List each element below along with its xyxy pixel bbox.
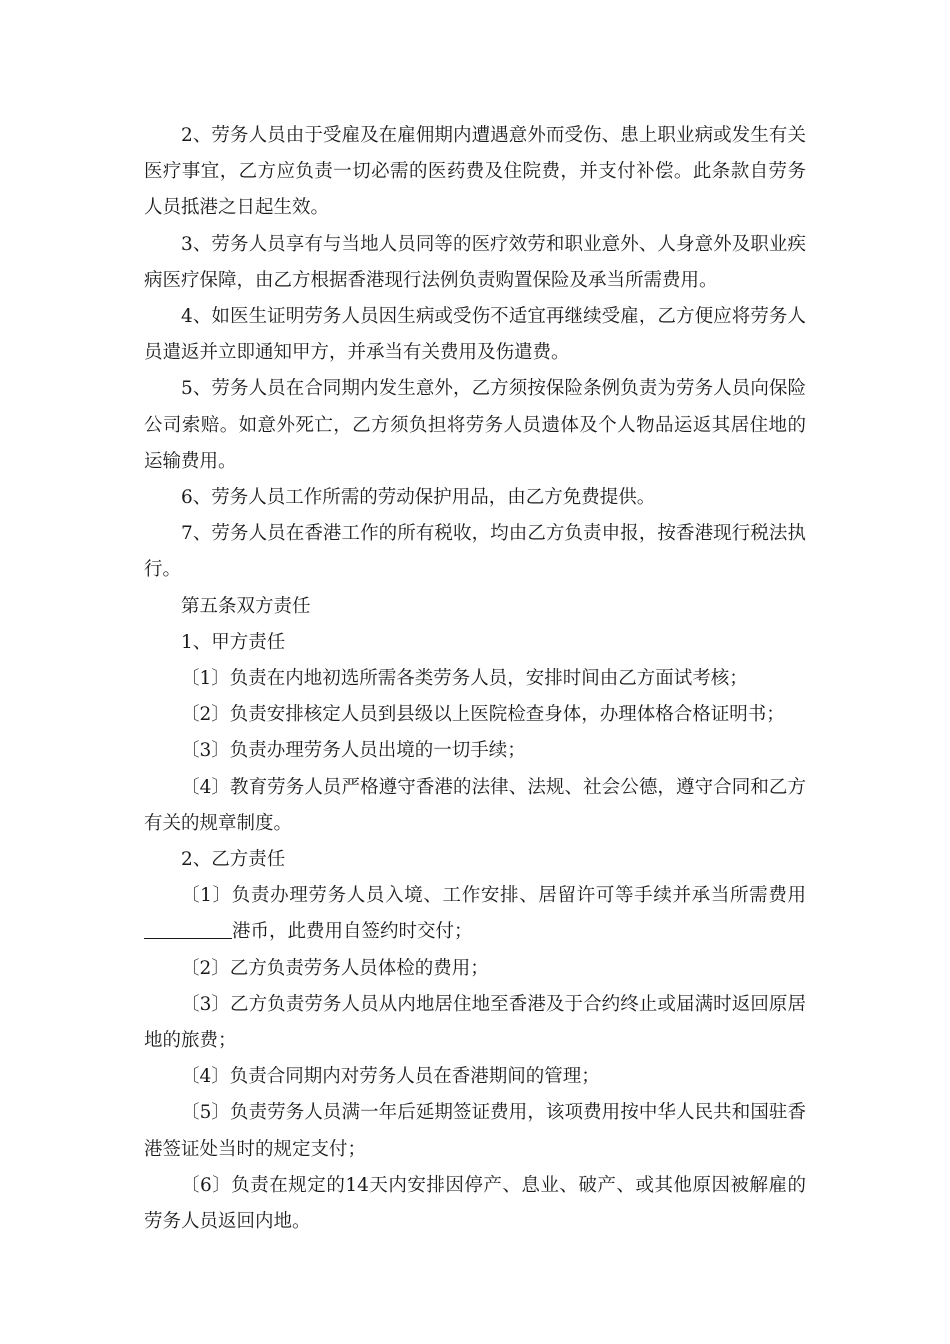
fee-clause-after: 港币，此费用自签约时交付； (232, 921, 473, 943)
party-a-heading: 1、甲方责任 (181, 631, 286, 653)
clause-4-6: 6、劳务人员工作所需的劳动保护用品，由乙方免费提供。 (181, 487, 656, 509)
party-a-item-3: 〔3〕负责办理劳务人员出境的一切手续； (181, 740, 526, 762)
party-b-heading: 2、乙方责任 (181, 849, 286, 871)
party-b-item-5: 〔5〕负责劳务人员满一年后延期签证费用，该项费用按中华人民共和国驻香港签证处当时的规定支付； (144, 1102, 806, 1160)
clause-4-4: 4、如医生证明劳务人员因生病或受伤不适宜再继续受雇，乙方便应将劳务人员遣返并立即通知甲方，并承当有关费用及伤遣费。 (144, 306, 806, 364)
clause-4-7: 7、劳务人员在香港工作的所有税收，均由乙方负责申报，按香港现行税法执行。 (144, 523, 806, 581)
clause-4-5: 5、劳务人员在合同期内发生意外，乙方须按保险条例负责为劳务人员向保险公司索赔。如意外死亡，乙方须负担将劳务人员遗体及个人物品运返其居住地的运输费用。 (144, 378, 806, 472)
party-b-item-3: 〔3〕乙方负责劳务人员从内地居住地至香港及于合约终止或届满时返回原居地的旅费； (144, 993, 806, 1052)
party-b-item-2: 〔2〕乙方负责劳务人员体检的费用； (181, 957, 489, 979)
party-b-item-1 (144, 878, 806, 950)
clause-4-3: 3、劳务人员享有与当地人员同等的医疗效劳和职业意外、人身意外及职业疾病医疗保障，由乙方根据香港现行法例负责购置保险及承当所需费用。 (144, 233, 806, 291)
party-b-item-4: 〔4〕负责合同期内对劳务人员在香港期间的管理； (181, 1066, 600, 1088)
article-5-heading: 第五条双方责任 (181, 595, 311, 617)
party-a-item-4: 〔4〕教育劳务人员严格遵守香港的法律、法规、社会公德，遵守合同和乙方有关的规章制度。 (144, 776, 806, 834)
document-body (144, 118, 806, 1240)
party-a-item-1: 〔1〕负责在内地初选所需各类劳务人员，安排时间由乙方面试考核； (181, 668, 748, 690)
clause-4-2: 2、劳务人员由于受雇及在雇佣期内遭遇意外而受伤、患上职业病或发生有关医疗事宜，乙方应负责一切必需的医药费及住院费，并支付补偿。此条款自劳务人员抵港之日起生效。 (144, 125, 806, 219)
party-b-item-6: 〔6〕负责在规定的14天内安排因停产、息业、破产、或其他原因被解雇的劳务人员返回内地。 (144, 1174, 806, 1233)
party-a-item-2: 〔2〕负责安排核定人员到县级以上医院检查身体，办理体格合格证明书； (181, 704, 785, 726)
fee-clause-before: 〔1〕负责办理劳务人员入境、工作安排、居留许可等手续并承当所需费用 (181, 885, 806, 907)
fee-amount-blank (144, 920, 232, 940)
